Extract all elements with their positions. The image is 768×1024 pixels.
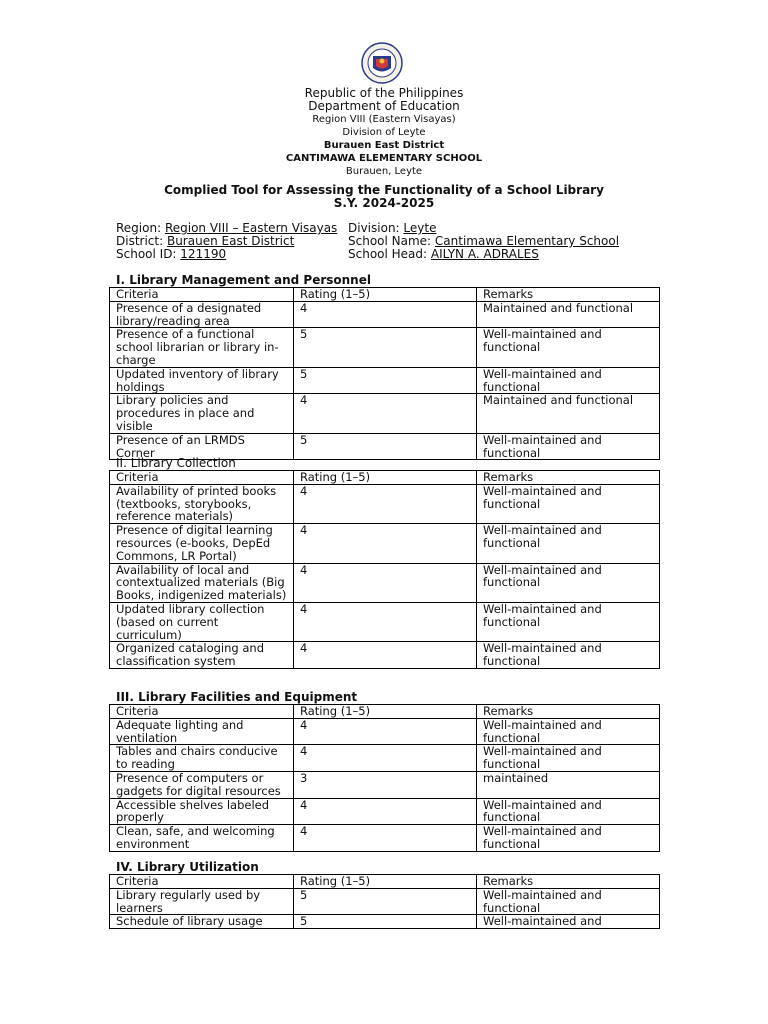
section-title-2: II. Library Collection <box>116 456 236 470</box>
header-school: CANTIMAWA ELEMENTARY SCHOOL <box>285 153 483 164</box>
table-row: Availability of local and contextualized materials (Big Books, indigenized materials) 4 Well-maintained and functional <box>110 563 660 602</box>
header-address: Burauen, Leyte <box>345 166 423 177</box>
title-line-1: Complied Tool for Assessing the Functionality of a School Library <box>164 183 604 197</box>
info-right <box>348 222 619 261</box>
table-row: Presence of an LRMDS Corner 5 Well-maintained and functional <box>110 433 660 460</box>
table-row: Presence of computers or gadgets for digital resources 3 maintained <box>110 771 660 798</box>
table-row: Clean, safe, and welcoming environment 4 Well-maintained and functional <box>110 825 660 852</box>
table-header-row: Criteria Rating (1–5) Remarks <box>110 471 660 485</box>
table-header-row: Criteria Rating (1–5) Remarks <box>110 288 660 302</box>
table-row: Tables and chairs conducive to reading 4 Well-maintained and functional <box>110 745 660 772</box>
section-title-3: III. Library Facilities and Equipment <box>116 690 358 704</box>
table-row: Presence of a designated library/reading area 4 Maintained and functional <box>110 301 660 328</box>
table-row: Organized cataloging and classification system 4 Well-maintained and functional <box>110 642 660 669</box>
table-section-3 <box>109 704 660 852</box>
header-department: Department of Education <box>308 99 460 113</box>
table-row: Presence of digital learning resources (e-books, DepEd Commons, LR Portal) 4 Well-maintained and functional <box>110 524 660 563</box>
table-row: Adequate lighting and ventilation 4 Well-maintained and functional <box>110 718 660 745</box>
info-district: District: Burauen East District <box>116 234 295 248</box>
deped-seal-icon <box>357 42 407 84</box>
section-title-4: IV. Library Utilization <box>116 860 259 874</box>
table-section-2 <box>109 470 660 669</box>
table-row: Presence of a functional school librarian or library in-charge 5 Well-maintained and functional <box>110 328 660 367</box>
table-row: Schedule of library usage 5 Well-maintained and <box>110 915 660 929</box>
document-title <box>0 184 768 210</box>
section-title-1: I. Library Management and Personnel <box>116 273 371 287</box>
info-region: Region: Region VIII – Eastern Visayas <box>116 221 338 235</box>
header-republic: Republic of the Philippines <box>304 86 464 100</box>
table-row: Library policies and procedures in place and visible 4 Maintained and functional <box>110 394 660 433</box>
info-school-head: School Head: AILYN A. ADRALES <box>348 247 539 261</box>
header-district: Burauen East District <box>323 140 445 151</box>
table-row: Library regularly used by learners 5 Well-maintained and functional <box>110 888 660 915</box>
table-row: Updated library collection (based on current curriculum) 4 Well-maintained and functional <box>110 602 660 641</box>
table-section-1 <box>109 287 660 460</box>
info-school-id: School ID: 121190 <box>116 247 227 261</box>
table-header-row: Criteria Rating (1–5) Remarks <box>110 705 660 719</box>
info-school-name: School Name: Cantimawa Elementary School <box>348 234 620 248</box>
header-region: Region VIII (Eastern Visayas) <box>312 114 456 125</box>
table-section-4 <box>109 874 660 929</box>
header-division: Division of Leyte <box>342 127 426 138</box>
table-row: Accessible shelves labeled properly 4 Well-maintained and functional <box>110 798 660 825</box>
table-row: Availability of printed books (textbooks, storybooks, reference materials) 4 Well-maintained and functional <box>110 484 660 523</box>
letterhead <box>0 87 768 178</box>
title-line-2: S.Y. 2024-2025 <box>333 196 435 210</box>
info-division: Division: Leyte <box>348 221 437 235</box>
table-row: Updated inventory of library holdings 5 Well-maintained and functional <box>110 367 660 394</box>
table-header-row: Criteria Rating (1–5) Remarks <box>110 875 660 889</box>
info-left <box>116 222 337 261</box>
